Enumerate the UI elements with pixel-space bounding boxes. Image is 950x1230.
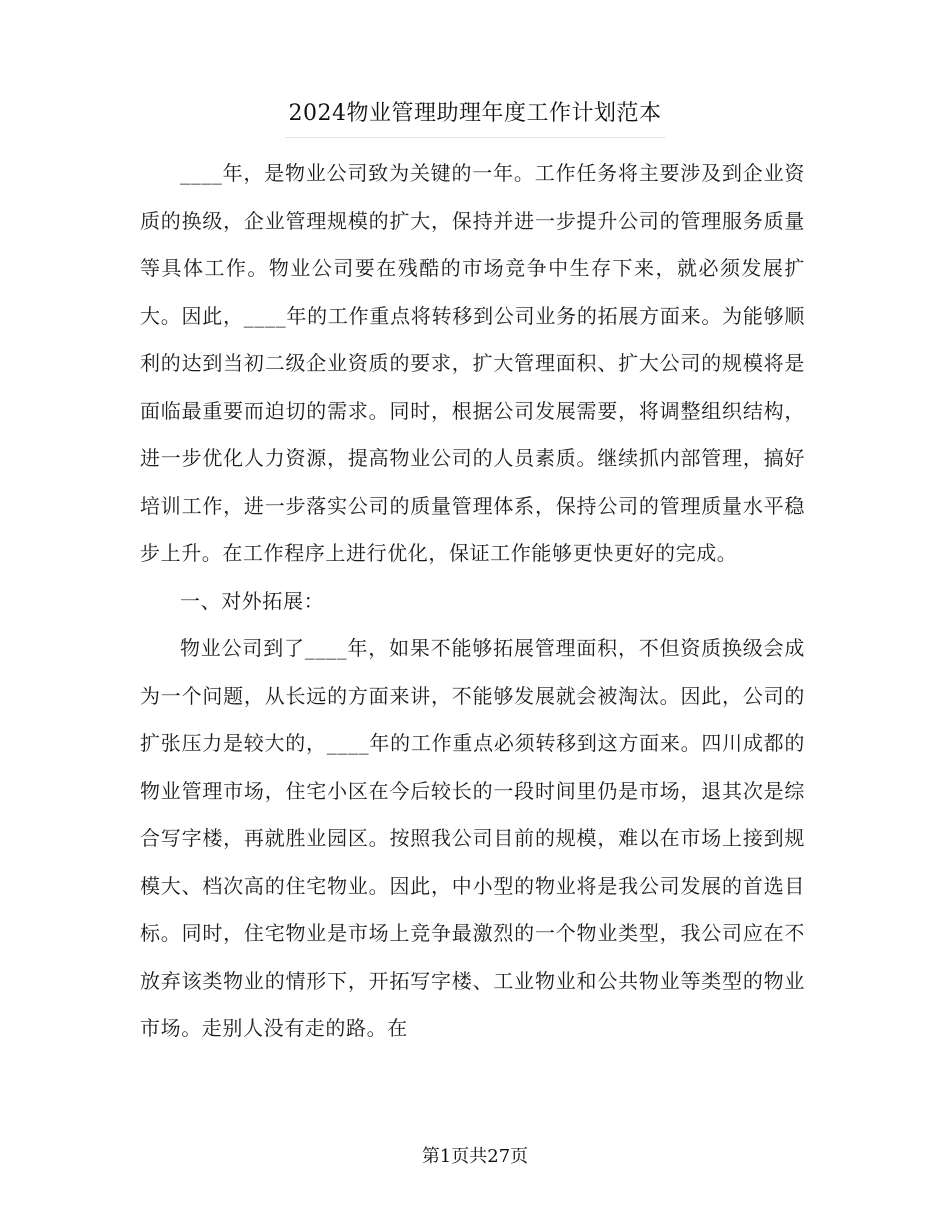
page-number-footer: 第1页共27页: [421, 1146, 529, 1167]
paragraph-intro: ____年，是物业公司致为关键的一年。工作任务将主要涉及到企业资质的换级，企业管理规模的扩大，保持并进一步提升公司的管理服务质量等具体工作。物业公司要在残酷的市场竞争中生存下来，就必须发展扩大。因此，____年的工作重点将转移到公司业务的拓展方面来。为能够顺利的达到当初二级企业资质的要求，扩大管理面积、扩大公司的规模将是面临最重要而迫切的需求。同时，根据公司发展需要，将调整组织结构，进一步优化人力资源，提高物业公司的人员素质。继续抓内部管理，搞好培训工作，进一步落实公司的质量管理体系，保持公司的管理质量水平稳步上升。在工作程序上进行优化，保证工作能够更快更好的完成。: [140, 161, 805, 565]
title-container: [0, 96, 950, 138]
section-heading-external-expansion: 一、对外拓展：: [180, 588, 325, 613]
paragraph-external-expansion: 物业公司到了____年，如果不能够拓展管理面积，不但资质换级会成为一个问题，从长远的方面来讲，不能够发展就会被淘汰。因此，公司的扩张压力是较大的，____年的工作重点必须转移到这方面来。四川成都的物业管理市场，住宅小区在今后较长的一段时间里仍是市场，退其次是综合写字楼，再就胜业园区。按照我公司目前的规模，难以在市场上接到规模大、档次高的住宅物业。因此，中小型的物业将是我公司发展的首选目标。同时，住宅物业是市场上竞争最激烈的一个物业类型，我公司应在不放弃该类物业的情形下，开拓写字楼、工业物业和公共物业等类型的物业市场。走别人没有走的路。在: [140, 636, 805, 1040]
document-body: [140, 150, 805, 1053]
document-title: 2024物业管理助理年度工作计划范本: [285, 96, 666, 138]
